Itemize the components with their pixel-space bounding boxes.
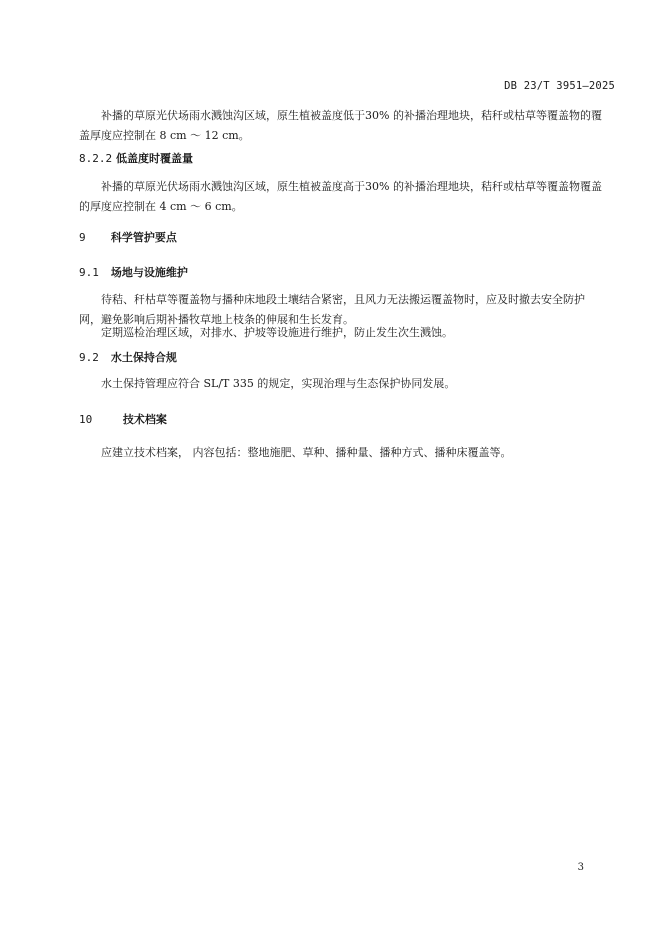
paragraph-9-2: 水土保持管理应符合 SL/T 335 的规定，实现治理与生态保护协同发展。 [101, 377, 456, 390]
paragraph-10: 应建立技术档案， 内容包括：整地施肥、草种、播种量、播种方式、播种床覆盖等。 [101, 446, 512, 459]
paragraph-9-1-a: 待秸、秆枯草等覆盖物与播种床地段土壤结合紧密，且风力无法搬运覆盖物时，应及时撤去安全防护网，避免影响后期补播牧草地上枝条的伸展和生长发育。 [79, 293, 585, 326]
section-heading-8-2-2 [79, 151, 193, 167]
paragraph-8-2-1-continued: 补播的草原光伏场雨水溅蚀沟区域，原生植被盖度低于30% 的补播治理地块，秸秆或枯草等覆盖物的覆盖厚度应控制在 8 cm ～ 12 cm。 [79, 109, 602, 142]
section-title: 低盖度时覆盖量 [115, 152, 193, 165]
paragraph-8-2-2: 补播的草原光伏场雨水溅蚀沟区域，原生植被盖度高于30% 的补播治理地块，秸秆或枯草等覆盖物覆盖的厚度应控制在 4 cm ～ 6 cm。 [79, 180, 602, 213]
section-number: 9.1 [79, 266, 99, 279]
section-title: 技术档案 [122, 413, 167, 426]
section-number: 9 [79, 231, 86, 244]
paragraph-9-1-b: 定期巡检治理区域，对排水、护坡等设施进行维护，防止发生次生溅蚀。 [101, 326, 453, 339]
section-number: 9.2 [79, 351, 99, 364]
section-number: 10 [79, 413, 93, 426]
section-heading-9-2 [79, 350, 177, 366]
page-number: 3 [577, 862, 584, 873]
section-title: 科学管护要点 [110, 231, 177, 244]
section-title: 水土保持合规 [110, 351, 177, 364]
section-heading-10 [79, 412, 167, 428]
section-title: 场地与设施维护 [110, 266, 188, 279]
section-heading-9 [79, 230, 177, 246]
document-code: DB 23/T 3951—2025 [504, 80, 615, 92]
section-heading-9-1 [79, 265, 188, 281]
section-number: 8.2.2 [79, 152, 113, 165]
